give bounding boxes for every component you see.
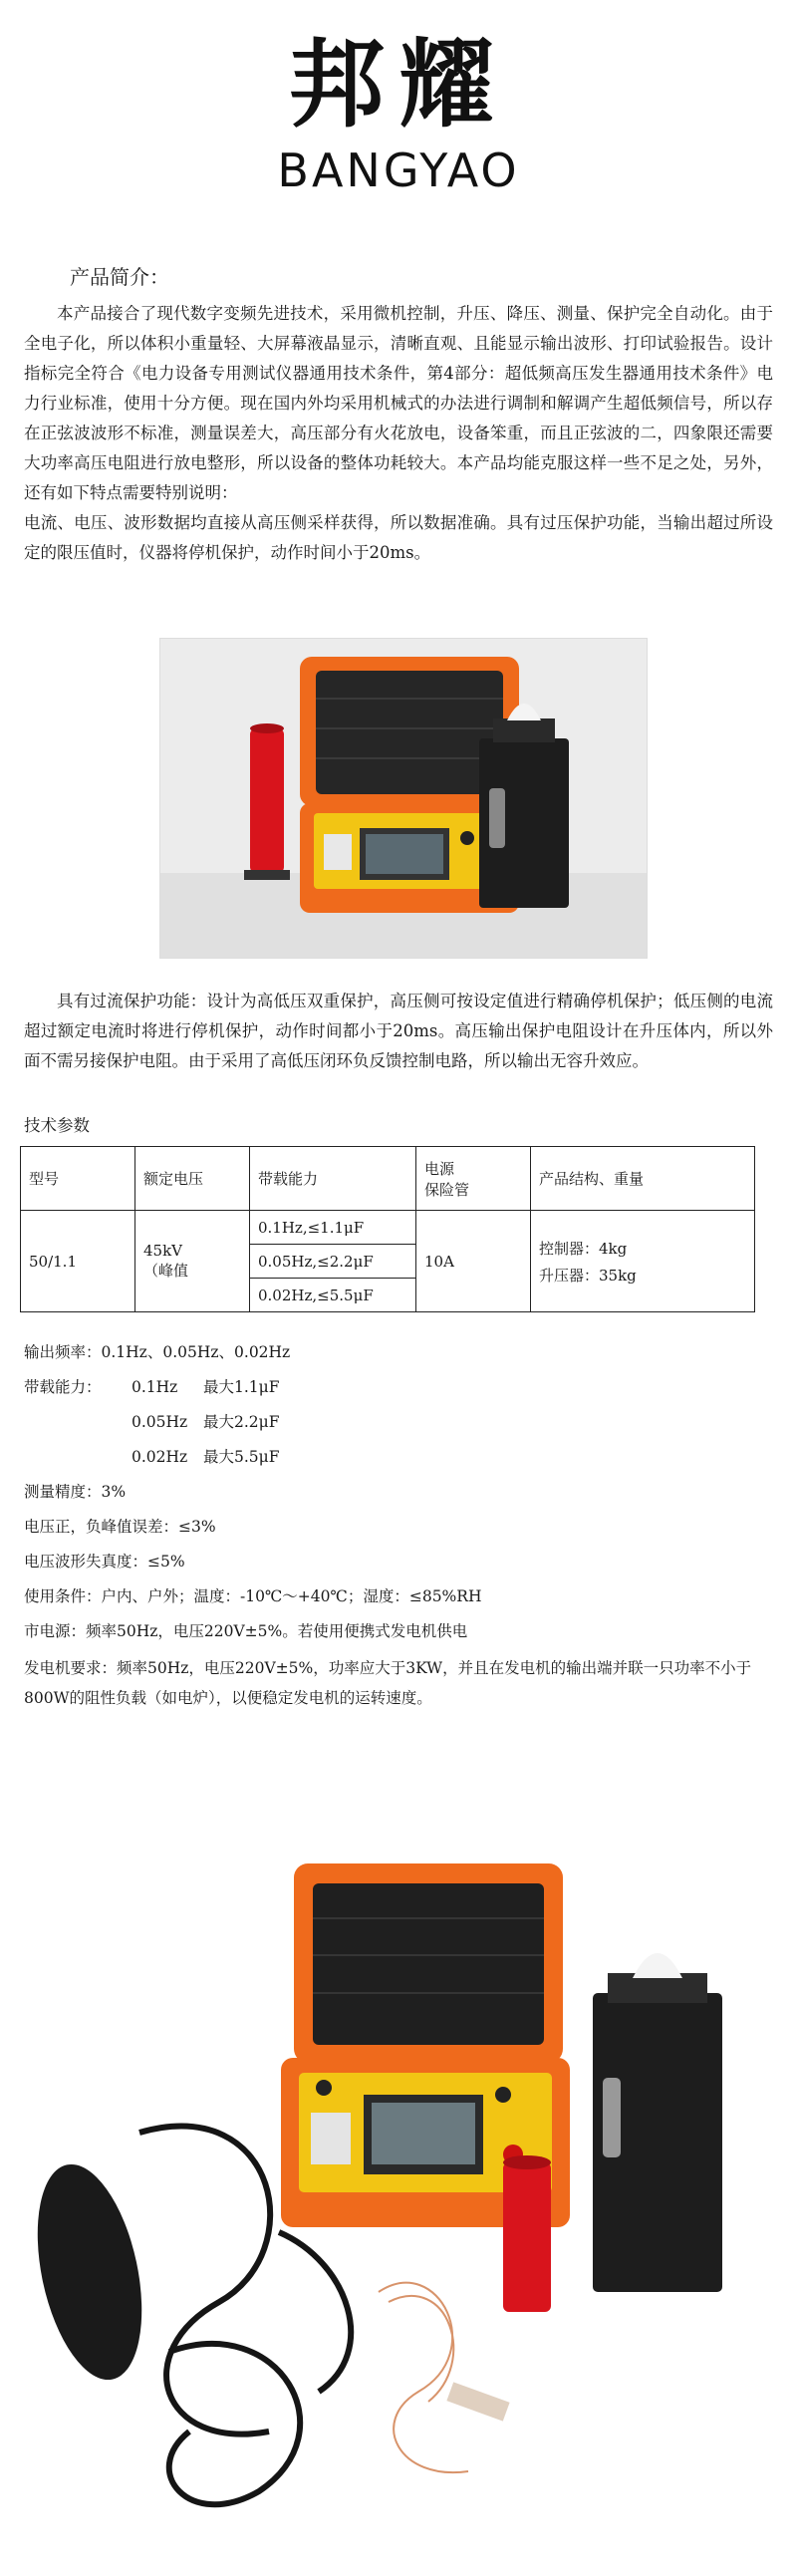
brand-logo <box>0 30 797 197</box>
intro-title: 产品简介： <box>70 265 169 289</box>
capacity-max: 最大5.5μF <box>203 1448 280 1466</box>
spec-table <box>20 1146 755 1312</box>
param-environment: 使用条件：户内、户外；温度：-10℃～+40℃；湿度：≤85%RH <box>24 1587 482 1605</box>
cell-voltage <box>135 1211 250 1312</box>
intro-paragraph-2: 电流、电压、波形数据均直接从高压侧采样获得，所以数据准确。具有过压保护功能，当输出超过所设定的限压值时，仪器将停机保护，动作时间小于20ms。 <box>24 513 773 562</box>
intro-paragraph-1: 本产品接合了现代数字变频先进技术，采用微机控制，升压、降压、测量、保护完全自动化。由于全电子化，所以体积小重量轻、大屏幕液晶显示，清晰直观、且能显示输出波形、打印试验报告。设计指标完全符合《电力设备专用测试仪器通用技术条件，第4部分：超低频高压发生器通用技术条件》电力行业标准，使用十分方便。现在国内外均采用机械式的办法进行调制和解调产生超低频信号，所以存在正弦波波形不标准，测量误差大，高压部分有火花放电，设备笨重，而且正弦波的二，四象限还需要大功率高压电阻进行放电整形，所以设备的整体功耗较大。本产品均能克服这样一些不足之处，另外，还有如下特点需要特别说明： <box>24 304 773 502</box>
protection-paragraph: 具有过流保护功能：设计为高低压双重保护，高压侧可按设定值进行精确停机保护；低压侧的电流超过额定电流时将进行停机保护，动作时间都小于20ms。高压输出保护电阻设计在升压体内，所以外面不需另接保护电阻。由于采用了高低压闭环负反馈控制电路，所以输出无容升效应。 <box>24 992 773 1070</box>
structure-controller: 控制器：4kg <box>539 1239 628 1258</box>
logo-english: BANGYAO <box>277 143 520 197</box>
param-accuracy: 测量精度：3% <box>24 1483 127 1501</box>
logo-chinese: 邦耀 <box>289 29 508 141</box>
product-photo-1-illustration <box>160 639 647 958</box>
cell-capacity-2: 0.05Hz,≤2.2μF <box>250 1245 416 1279</box>
param-peak-error: 电压正，负峰值误差：≤3% <box>24 1518 216 1536</box>
param-capacity-1 <box>24 1370 773 1405</box>
intro-text <box>24 299 773 568</box>
param-capacity-3 <box>24 1440 773 1475</box>
header-voltage: 额定电压 <box>135 1147 250 1211</box>
voltage-note: （峰值 <box>143 1262 189 1280</box>
cell-capacity-1: 0.1Hz,≤1.1μF <box>250 1211 416 1245</box>
spec-header-row <box>21 1147 755 1211</box>
voltage-value: 45kV <box>143 1242 183 1260</box>
capacity-freq: 0.02Hz <box>132 1448 188 1466</box>
spec-data-row <box>21 1211 755 1245</box>
product-photo-2 <box>20 1834 777 2551</box>
header-structure: 产品结构、重量 <box>531 1147 755 1211</box>
param-frequency: 输出频率：0.1Hz、0.05Hz、0.02Hz <box>24 1343 291 1361</box>
param-distortion: 电压波形失真度：≤5% <box>24 1553 185 1571</box>
product-photo-1 <box>159 638 648 959</box>
param-mains: 市电源：频率50Hz，电压220V±5%。若使用便携式发电机供电 <box>24 1622 468 1640</box>
capacity-label: 带载能力： <box>24 1378 102 1396</box>
param-capacity-2 <box>24 1405 773 1440</box>
cell-fuse: 10A <box>416 1211 531 1312</box>
capacity-freq: 0.1Hz <box>132 1378 178 1396</box>
cell-model: 50/1.1 <box>21 1211 135 1312</box>
cell-structure <box>531 1211 755 1312</box>
param-generator: 发电机要求：频率50Hz，电压220V±5%，功率应大于3KW，并且在发电机的输出端并联一只功率不小于800W的阻性负载（如电炉），以便稳定发电机的运转速度。 <box>24 1659 752 1707</box>
cell-capacity-3: 0.02Hz,≤5.5μF <box>250 1279 416 1312</box>
product-photo-2-illustration <box>20 1834 777 2551</box>
structure-booster: 升压器：35kg <box>539 1266 637 1285</box>
capacity-freq: 0.05Hz <box>132 1413 188 1431</box>
params-list <box>24 1335 773 1713</box>
protection-text <box>24 987 773 1076</box>
header-model: 型号 <box>21 1147 135 1211</box>
header-fuse: 电源 保险管 <box>416 1147 531 1211</box>
capacity-max: 最大2.2μF <box>203 1413 280 1431</box>
header-capacity: 带载能力 <box>250 1147 416 1211</box>
capacity-max: 最大1.1μF <box>203 1378 280 1396</box>
tech-title: 技术参数 <box>24 1116 90 1135</box>
